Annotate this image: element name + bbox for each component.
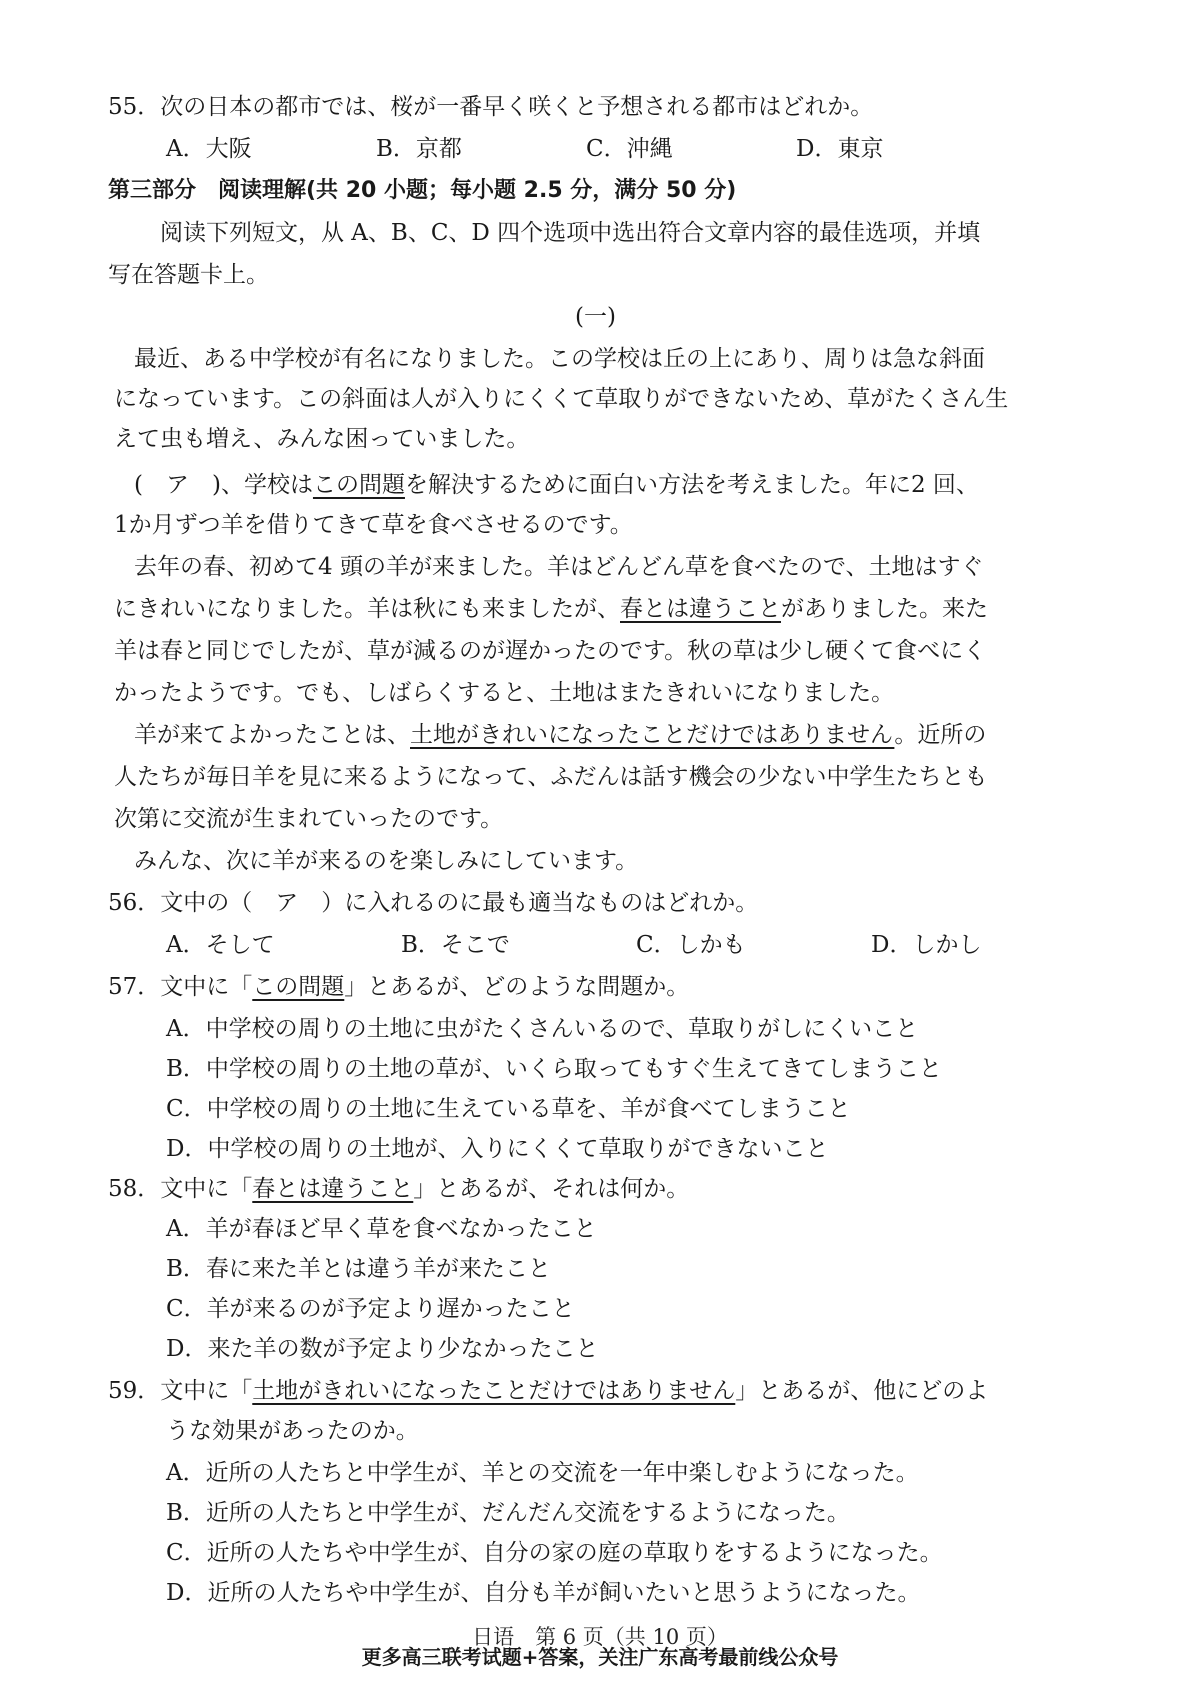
passage-p3-line1: 去年の春、初めて4 頭の羊が来ました。羊はどんどん草を食べたので、土地はすぐ xyxy=(134,554,984,580)
passage-p1-line3: えて虫も増え、みんな困っていました。 xyxy=(114,426,530,452)
question-57-option-b: B．中学校の周りの土地の草が、いくら取ってもすぐ生えてきてしまうこと xyxy=(166,1056,942,1082)
option-d: D．東京 xyxy=(796,136,884,162)
option-b: B．そこで xyxy=(401,932,510,958)
underline-haru-to-wa: 春とは違うこと xyxy=(620,596,781,622)
question-58-option-d: D．来た羊の数が予定より少なかったこと xyxy=(166,1336,599,1362)
option-d: D．しかし xyxy=(871,932,982,958)
question-55: 55．次の日本の都市では、桜が一番早く咲くと予想される都市はどれか。 xyxy=(108,94,874,120)
page-number-footer: 日语 第 6 页（共 10 页） xyxy=(472,1625,728,1649)
question-58-option-b: B．春に来た羊とは違う羊が来たこと xyxy=(166,1256,551,1282)
passage-p2-line1: ( ア )、学校はこの問題を解決するために面白い方法を考えました。年に2 回、 xyxy=(134,472,979,498)
underline-kono-mondai: この問題 xyxy=(312,472,405,498)
question-57-option-a: A．中学校の周りの土地に虫がたくさんいるので、草取りがしにくいこと xyxy=(166,1016,919,1042)
question-57-option-d: D．中学校の周りの土地が、入りにくくて草取りができないこと xyxy=(166,1136,829,1162)
passage-p1-line1: 最近、ある中学校が有名になりました。この学校は丘の上にあり、周りは急な斜面 xyxy=(134,346,985,372)
passage-p4-line1: 羊が来てよかったことは、土地がきれいになったことだけではありません。近所の xyxy=(134,722,987,748)
option-b: B．京都 xyxy=(376,136,462,162)
passage-p3-line3: 羊は春と同じでしたが、草が減るのが遅かったのです。秋の草は少し硬くて食べにく xyxy=(114,638,987,664)
underline-tochi: 土地がきれいになったことだけではありません xyxy=(410,722,895,748)
question-58-option-c: C．羊が来るのが予定より遅かったこと xyxy=(166,1296,575,1322)
question-59-option-c: C．近所の人たちや中学生が、自分の家の庭の草取りをするようになった。 xyxy=(166,1540,943,1566)
option-c: C．しかも xyxy=(636,932,746,958)
passage-p4-line2: 人たちが毎日羊を見に来るようになって、ふだんは話す機会の少ない中学生たちとも xyxy=(114,764,988,790)
option-a: A．大阪 xyxy=(166,136,252,162)
option-a: A．そして xyxy=(166,932,275,958)
section-heading: 第三部分 阅读理解(共 20 小题；每小题 2.5 分，满分 50 分) xyxy=(108,178,737,203)
question-57: 57．文中に「この問題」とあるが、どのような問題か。 xyxy=(108,974,690,1000)
passage-p3-line2: にきれいになりました。羊は秋にも来ましたが、春とは違うことがありました。来た xyxy=(114,596,988,622)
passage-p4-line3: 次第に交流が生まれていったのです。 xyxy=(114,806,504,832)
question-59: 59．文中に「土地がきれいになったことだけではありません」とあるが、他にどのよ xyxy=(108,1378,989,1404)
passage-p1-line2: になっています。この斜面は人が入りにくくて草取りができないため、草がたくさん生 xyxy=(114,386,1009,412)
question-58-option-a: A．羊が春ほど早く草を食べなかったこと xyxy=(166,1216,597,1242)
passage-p3-line4: かったようです。でも、しばらくすると、土地はまたきれいになりました。 xyxy=(114,680,895,706)
question-59-cont: うな効果があったのか。 xyxy=(166,1418,419,1444)
passage-p5-line1: みんな、次に羊が来るのを楽しみにしています。 xyxy=(134,848,639,874)
passage-number: (一) xyxy=(575,304,616,330)
question-56: 56．文中の（ ア ）に入れるのに最も適当なものはどれか。 xyxy=(108,890,759,916)
footer-note: 更多高三联考试题+答案，关注广东高考最前线公众号 xyxy=(361,1645,839,1669)
option-c: C．沖縄 xyxy=(586,136,673,162)
question-58: 58．文中に「春とは違うこと」とあるが、それは何か。 xyxy=(108,1176,690,1202)
question-57-option-c: C．中学校の周りの土地に生えている草を、羊が食べてしまうこと xyxy=(166,1096,851,1122)
question-59-option-b: B．近所の人たちと中学生が、だんだん交流をするようになった。 xyxy=(166,1500,850,1526)
section-instruction: 阅读下列短文，从 A、B、C、D 四个选项中选出符合文章内容的最佳选项，并填 xyxy=(160,220,981,246)
question-59-option-a: A．近所の人たちと中学生が、羊との交流を一年中楽しむようになった。 xyxy=(166,1460,919,1486)
question-59-option-d: D．近所の人たちや中学生が、自分も羊が飼いたいと思うようになった。 xyxy=(166,1580,921,1606)
section-instruction-cont: 写在答题卡上。 xyxy=(108,262,269,288)
passage-p2-line2: 1か月ずつ羊を借りてきて草を食べさせるのです。 xyxy=(114,512,633,538)
